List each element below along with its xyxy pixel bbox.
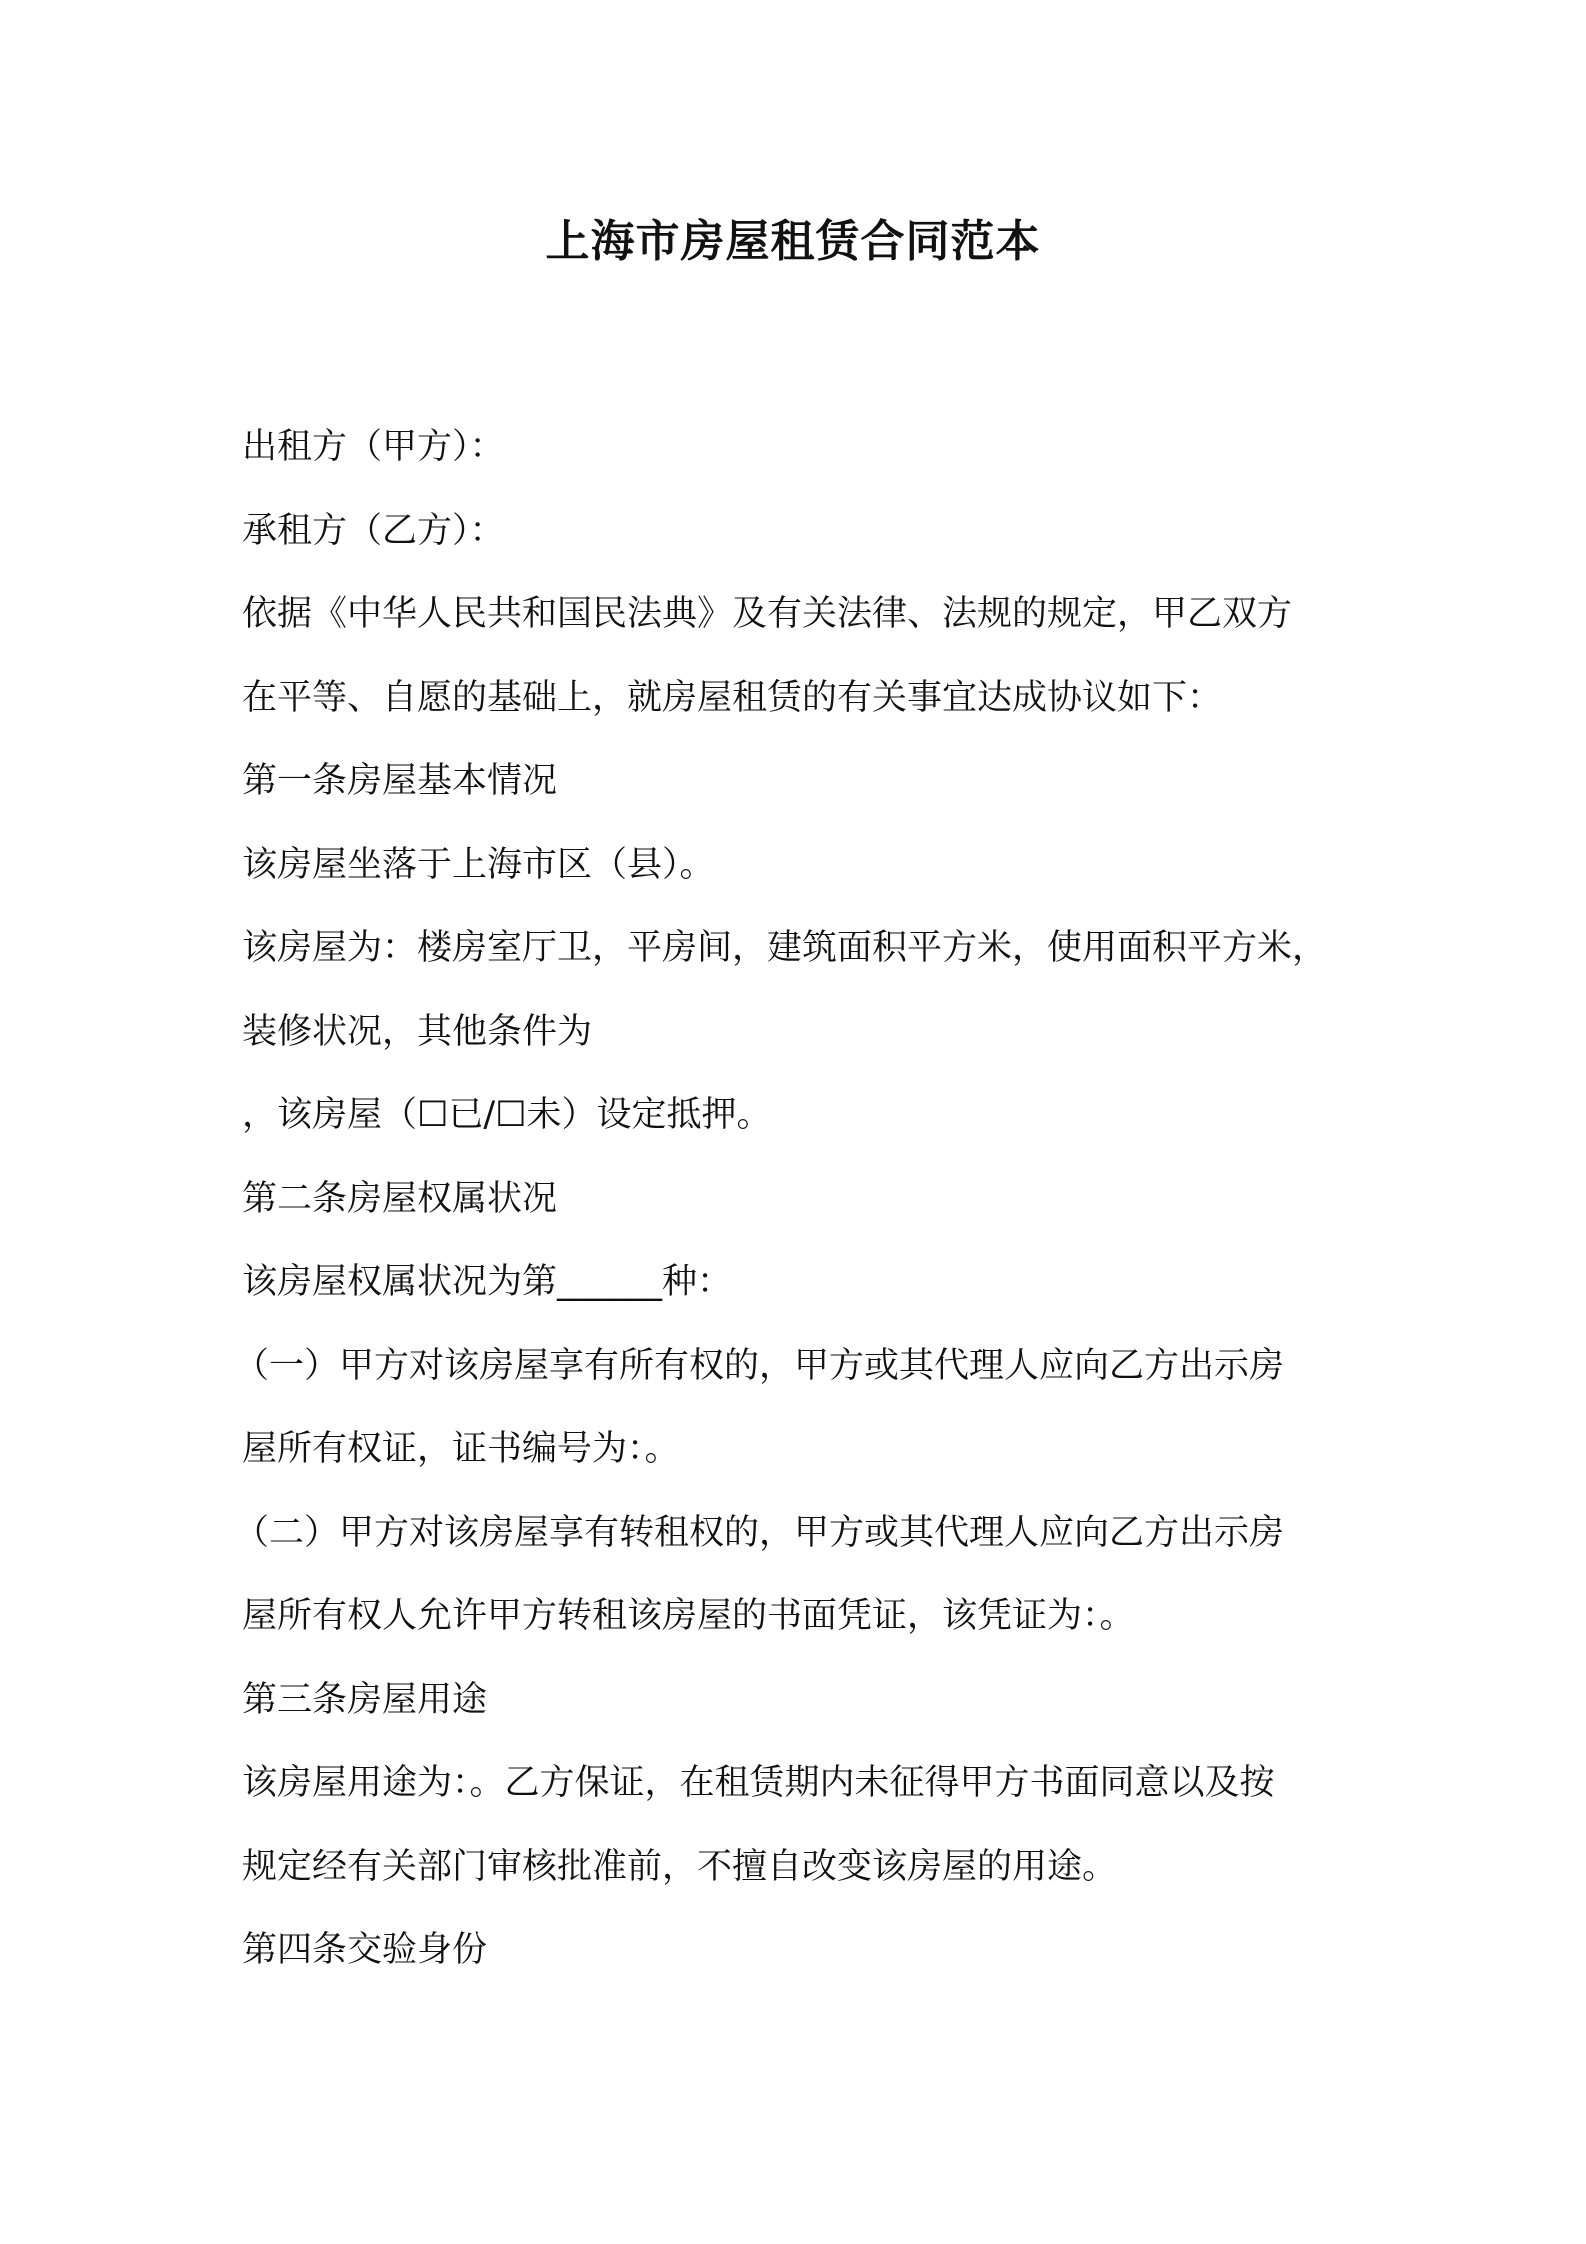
article-2-clause-1-line-2: 屋所有权证，证书编号为：。 xyxy=(242,1429,680,1469)
article-1-details-line-1: 该房屋为：楼房室厅卫，平房间，建筑面积平方米，使用面积平方米， xyxy=(242,928,1328,968)
article-2-heading: 第二条房屋权属状况 xyxy=(242,1178,558,1219)
article-2-status: 该房屋权属状况为第______种： xyxy=(242,1262,733,1302)
preamble-line-1: 依据《中华人民共和国民法典》及有关法律、法规的规定，甲乙双方 xyxy=(242,594,1293,634)
article-1-mortgage-line: ，该房屋（☐已/☐未）设定抵押。 xyxy=(242,1095,772,1135)
document-title: 上海市房屋租赁合同范本 xyxy=(545,216,1041,267)
lessee-line: 承租方（乙方）： xyxy=(242,510,505,551)
lessor-line: 出租方（甲方）： xyxy=(242,427,505,467)
document-body xyxy=(234,406,1362,1993)
article-1-location: 该房屋坐落于上海市区（县）。 xyxy=(242,844,715,885)
article-2-clause-2-line-1: （二）甲方对该房屋享有转租权的，甲方或其代理人应向乙方出示房 xyxy=(234,1512,1285,1553)
article-1-details-line-2: 装修状况，其他条件为 xyxy=(242,1011,593,1052)
article-3-heading: 第三条房屋用途 xyxy=(242,1679,488,1720)
article-3-text-line-2: 规定经有关部门审核批准前，不擅自改变该房屋的用途。 xyxy=(242,1846,1118,1887)
article-2-clause-1-line-1: （一）甲方对该房屋享有所有权的，甲方或其代理人应向乙方出示房 xyxy=(234,1345,1285,1386)
preamble-line-2: 在平等、自愿的基础上，就房屋租赁的有关事宜达成协议如下： xyxy=(242,677,1223,718)
article-4-heading: 第四条交验身份 xyxy=(242,1930,488,1970)
article-3-text-line-1: 该房屋用途为：。乙方保证，在租赁期内未征得甲方书面同意以及按 xyxy=(242,1763,1275,1803)
article-2-clause-2-line-2: 屋所有权人允许甲方转租该房屋的书面凭证，该凭证为：。 xyxy=(242,1596,1135,1636)
article-1-heading: 第一条房屋基本情况 xyxy=(242,761,558,801)
